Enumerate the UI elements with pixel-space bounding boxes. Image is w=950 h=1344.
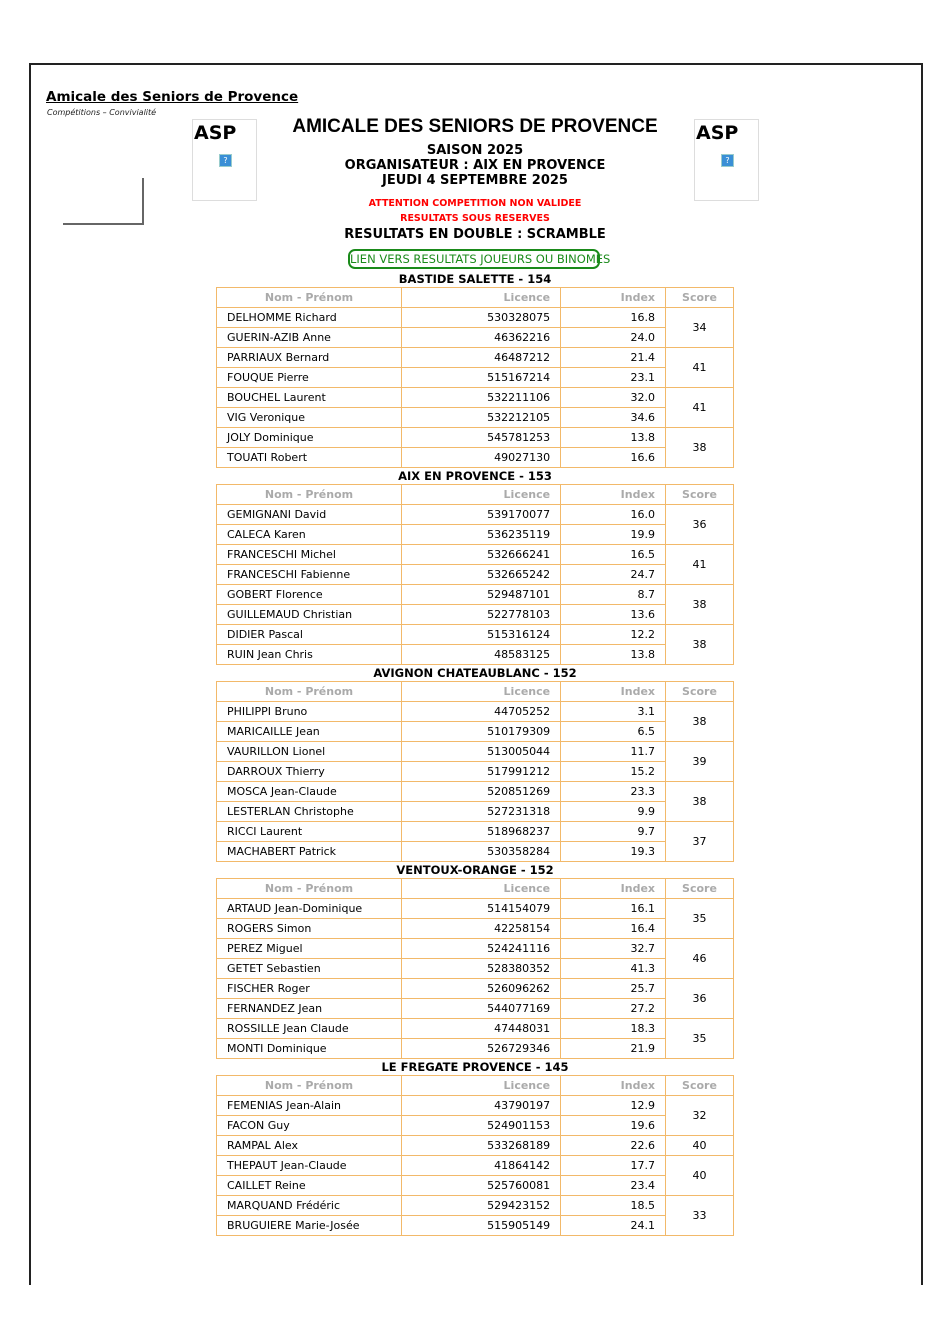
team-title: AVIGNON CHATEAUBLANC - 152 (373, 666, 577, 680)
table-row (217, 428, 734, 448)
broken-image-icon: ? (219, 154, 232, 167)
score-cell: 41 (666, 388, 734, 428)
table-header-row (217, 682, 734, 702)
player-name-cell: PEREZ Miguel (217, 939, 402, 959)
score-cell: 37 (666, 822, 734, 862)
licence-cell: 42258154 (402, 919, 561, 939)
index-cell: 21.9 (561, 1039, 666, 1059)
player-name-cell: FRANCESCHI Michel (217, 545, 402, 565)
table-row (217, 505, 734, 525)
licence-cell: 44705252 (402, 702, 561, 722)
player-name-cell: GOBERT Florence (217, 585, 402, 605)
column-header: Nom - Prénom (217, 288, 402, 308)
score-cell: 38 (666, 428, 734, 468)
season: SAISON 2025 (426, 143, 524, 158)
licence-cell: 527231318 (402, 802, 561, 822)
licence-cell: 532211106 (402, 388, 561, 408)
score-cell: 40 (666, 1136, 734, 1156)
teams-container (216, 272, 734, 1237)
licence-cell: 532212105 (402, 408, 561, 428)
score-cell: 35 (666, 1019, 734, 1059)
index-cell: 16.6 (561, 448, 666, 468)
table-row (217, 308, 734, 328)
index-cell: 16.0 (561, 505, 666, 525)
player-name-cell: MACHABERT Patrick (217, 842, 402, 862)
player-name-cell: CAILLET Reine (217, 1176, 402, 1196)
player-name-cell: RUIN Jean Chris (217, 645, 402, 665)
index-cell: 12.9 (561, 1096, 666, 1116)
score-cell: 34 (666, 308, 734, 348)
player-name-cell: DELHOMME Richard (217, 308, 402, 328)
score-cell: 41 (666, 348, 734, 388)
score-cell: 32 (666, 1096, 734, 1136)
player-name-cell: MONTI Dominique (217, 1039, 402, 1059)
table-row (217, 1136, 734, 1156)
table-row (217, 899, 734, 919)
column-header: Index (561, 879, 666, 899)
table-row (217, 408, 734, 428)
table-row (217, 702, 734, 722)
score-cell: 38 (666, 585, 734, 625)
licence-cell: 526096262 (402, 979, 561, 999)
table-row (217, 842, 734, 862)
table-header-row (217, 485, 734, 505)
column-header: Score (666, 288, 734, 308)
player-name-cell: BOUCHEL Laurent (217, 388, 402, 408)
column-header: Score (666, 879, 734, 899)
team-title: AIX EN PROVENCE - 153 (398, 469, 552, 483)
table-row (217, 525, 734, 545)
table-row (217, 919, 734, 939)
index-cell: 18.5 (561, 1196, 666, 1216)
score-cell: 36 (666, 505, 734, 545)
licence-cell: 539170077 (402, 505, 561, 525)
score-cell: 36 (666, 979, 734, 1019)
score-cell: 35 (666, 899, 734, 939)
table-row (217, 722, 734, 742)
licence-cell: 515905149 (402, 1216, 561, 1236)
table-row (217, 388, 734, 408)
player-name-cell: DARROUX Thierry (217, 762, 402, 782)
player-name-cell: BRUGUIERE Marie-Josée (217, 1216, 402, 1236)
score-cell: 46 (666, 939, 734, 979)
score-cell: 38 (666, 782, 734, 822)
licence-cell: 514154079 (402, 899, 561, 919)
column-header: Licence (402, 485, 561, 505)
table-row (217, 822, 734, 842)
player-name-cell: MARQUAND Frédéric (217, 1196, 402, 1216)
warning-reserves: RESULTATS SOUS RESERVES (400, 213, 550, 224)
index-cell: 16.1 (561, 899, 666, 919)
column-header: Licence (402, 1076, 561, 1096)
table-row (217, 1019, 734, 1039)
column-header: Licence (402, 879, 561, 899)
index-cell: 18.3 (561, 1019, 666, 1039)
table-row (217, 1156, 734, 1176)
table-row (217, 939, 734, 959)
licence-cell: 43790197 (402, 1096, 561, 1116)
column-header: Index (561, 485, 666, 505)
player-name-cell: TOUATI Robert (217, 448, 402, 468)
player-name-cell: THEPAUT Jean-Claude (217, 1156, 402, 1176)
logo-text: ASP (696, 122, 739, 144)
index-cell: 17.7 (561, 1156, 666, 1176)
table-row (217, 1216, 734, 1236)
table-row (217, 762, 734, 782)
player-name-cell: GUERIN-AZIB Anne (217, 328, 402, 348)
index-cell: 22.6 (561, 1136, 666, 1156)
organizer: ORGANISATEUR : AIX EN PROVENCE (344, 158, 606, 173)
index-cell: 13.8 (561, 645, 666, 665)
column-header: Nom - Prénom (217, 879, 402, 899)
licence-cell: 47448031 (402, 1019, 561, 1039)
licence-cell: 522778103 (402, 605, 561, 625)
column-header: Score (666, 485, 734, 505)
team-results-table (216, 1075, 734, 1236)
column-header: Score (666, 1076, 734, 1096)
licence-cell: 529487101 (402, 585, 561, 605)
table-row (217, 605, 734, 625)
column-header: Index (561, 288, 666, 308)
licence-cell: 530328075 (402, 308, 561, 328)
licence-cell: 46362216 (402, 328, 561, 348)
licence-cell: 544077169 (402, 999, 561, 1019)
index-cell: 15.2 (561, 762, 666, 782)
index-cell: 19.6 (561, 1116, 666, 1136)
index-cell: 23.4 (561, 1176, 666, 1196)
player-name-cell: ARTAUD Jean-Dominique (217, 899, 402, 919)
page-title: AMICALE DES SENIORS DE PROVENCE (292, 116, 658, 137)
player-name-cell: ROSSILLE Jean Claude (217, 1019, 402, 1039)
licence-cell: 510179309 (402, 722, 561, 742)
player-name-cell: CALECA Karen (217, 525, 402, 545)
player-name-cell: FRANCESCHI Fabienne (217, 565, 402, 585)
player-name-cell: DIDIER Pascal (217, 625, 402, 645)
team-title: BASTIDE SALETTE - 154 (398, 272, 552, 286)
licence-cell: 46487212 (402, 348, 561, 368)
table-header-row (217, 1076, 734, 1096)
table-row (217, 645, 734, 665)
results-link-button[interactable]: LIEN VERS RESULTATS JOUEURS OU BINOMES (348, 249, 600, 269)
licence-cell: 515316124 (402, 625, 561, 645)
column-header: Nom - Prénom (217, 1076, 402, 1096)
table-row (217, 802, 734, 822)
licence-cell: 525760081 (402, 1176, 561, 1196)
table-row (217, 979, 734, 999)
index-cell: 41.3 (561, 959, 666, 979)
table-row (217, 448, 734, 468)
table-row (217, 1116, 734, 1136)
player-name-cell: RAMPAL Alex (217, 1136, 402, 1156)
table-row (217, 959, 734, 979)
index-cell: 25.7 (561, 979, 666, 999)
licence-cell: 41864142 (402, 1156, 561, 1176)
index-cell: 16.8 (561, 308, 666, 328)
index-cell: 8.7 (561, 585, 666, 605)
table-row (217, 585, 734, 605)
index-cell: 32.7 (561, 939, 666, 959)
broken-image-icon: ? (721, 154, 734, 167)
table-row (217, 565, 734, 585)
column-header: Index (561, 1076, 666, 1096)
table-row (217, 625, 734, 645)
licence-cell: 49027130 (402, 448, 561, 468)
player-name-cell: VAURILLON Lionel (217, 742, 402, 762)
index-cell: 6.5 (561, 722, 666, 742)
table-row (217, 782, 734, 802)
index-cell: 23.1 (561, 368, 666, 388)
index-cell: 11.7 (561, 742, 666, 762)
index-cell: 9.9 (561, 802, 666, 822)
index-cell: 16.5 (561, 545, 666, 565)
player-name-cell: GUILLEMAUD Christian (217, 605, 402, 625)
licence-cell: 518968237 (402, 822, 561, 842)
licence-cell: 530358284 (402, 842, 561, 862)
player-name-cell: FISCHER Roger (217, 979, 402, 999)
index-cell: 34.6 (561, 408, 666, 428)
table-row (217, 1039, 734, 1059)
player-name-cell: PARRIAUX Bernard (217, 348, 402, 368)
index-cell: 12.2 (561, 625, 666, 645)
score-cell: 41 (666, 545, 734, 585)
licence-cell: 536235119 (402, 525, 561, 545)
licence-cell: 524901153 (402, 1116, 561, 1136)
index-cell: 9.7 (561, 822, 666, 842)
score-cell: 39 (666, 742, 734, 782)
licence-cell: 513005044 (402, 742, 561, 762)
licence-cell: 524241116 (402, 939, 561, 959)
licence-cell: 48583125 (402, 645, 561, 665)
table-row (217, 742, 734, 762)
results-type: RESULTATS EN DOUBLE : SCRAMBLE (344, 227, 606, 242)
column-header: Licence (402, 682, 561, 702)
logo-text: ASP (194, 122, 237, 144)
table-row (217, 545, 734, 565)
table-row (217, 328, 734, 348)
score-cell: 33 (666, 1196, 734, 1236)
tagline: Compétitions – Convivialité (47, 108, 157, 117)
index-cell: 24.0 (561, 328, 666, 348)
index-cell: 3.1 (561, 702, 666, 722)
index-cell: 21.4 (561, 348, 666, 368)
index-cell: 24.1 (561, 1216, 666, 1236)
table-header-row (217, 879, 734, 899)
column-header: Licence (402, 288, 561, 308)
licence-cell: 532665242 (402, 565, 561, 585)
index-cell: 13.8 (561, 428, 666, 448)
column-header: Index (561, 682, 666, 702)
table-header-row (217, 288, 734, 308)
player-name-cell: GETET Sebastien (217, 959, 402, 979)
licence-cell: 515167214 (402, 368, 561, 388)
column-header: Nom - Prénom (217, 682, 402, 702)
index-cell: 27.2 (561, 999, 666, 1019)
index-cell: 16.4 (561, 919, 666, 939)
licence-cell: 532666241 (402, 545, 561, 565)
licence-cell: 533268189 (402, 1136, 561, 1156)
index-cell: 24.7 (561, 565, 666, 585)
table-row (217, 1196, 734, 1216)
player-name-cell: ROGERS Simon (217, 919, 402, 939)
player-name-cell: FEMENIAS Jean-Alain (217, 1096, 402, 1116)
index-cell: 13.6 (561, 605, 666, 625)
player-name-cell: RICCI Laurent (217, 822, 402, 842)
team-results-table (216, 681, 734, 862)
table-row (217, 999, 734, 1019)
team-title: VENTOUX-ORANGE - 152 (396, 863, 554, 877)
licence-cell: 528380352 (402, 959, 561, 979)
score-cell: 40 (666, 1156, 734, 1196)
score-cell: 38 (666, 625, 734, 665)
player-name-cell: VIG Veronique (217, 408, 402, 428)
score-cell: 38 (666, 702, 734, 742)
table-row (217, 1176, 734, 1196)
player-name-cell: FACON Guy (217, 1116, 402, 1136)
column-header: Score (666, 682, 734, 702)
player-name-cell: LESTERLAN Christophe (217, 802, 402, 822)
team-results-table (216, 878, 734, 1059)
index-cell: 32.0 (561, 388, 666, 408)
licence-cell: 517991212 (402, 762, 561, 782)
player-name-cell: MOSCA Jean-Claude (217, 782, 402, 802)
index-cell: 23.3 (561, 782, 666, 802)
event-date: JEUDI 4 SEPTEMBRE 2025 (382, 173, 568, 188)
column-header: Nom - Prénom (217, 485, 402, 505)
player-name-cell: GEMIGNANI David (217, 505, 402, 525)
team-title: LE FREGATE PROVENCE - 145 (381, 1060, 569, 1074)
team-results-table (216, 484, 734, 665)
licence-cell: 529423152 (402, 1196, 561, 1216)
licence-cell: 526729346 (402, 1039, 561, 1059)
player-name-cell: FERNANDEZ Jean (217, 999, 402, 1019)
warning-not-validated: ATTENTION COMPETITION NON VALIDEE (368, 198, 582, 209)
index-cell: 19.9 (561, 525, 666, 545)
player-name-cell: FOUQUE Pierre (217, 368, 402, 388)
player-name-cell: PHILIPPI Bruno (217, 702, 402, 722)
player-name-cell: MARICAILLE Jean (217, 722, 402, 742)
licence-cell: 545781253 (402, 428, 561, 448)
index-cell: 19.3 (561, 842, 666, 862)
table-row (217, 1096, 734, 1116)
club-name[interactable]: Amicale des Seniors de Provence (46, 89, 299, 105)
licence-cell: 520851269 (402, 782, 561, 802)
player-name-cell: JOLY Dominique (217, 428, 402, 448)
team-results-table (216, 287, 734, 468)
table-row (217, 368, 734, 388)
table-row (217, 348, 734, 368)
